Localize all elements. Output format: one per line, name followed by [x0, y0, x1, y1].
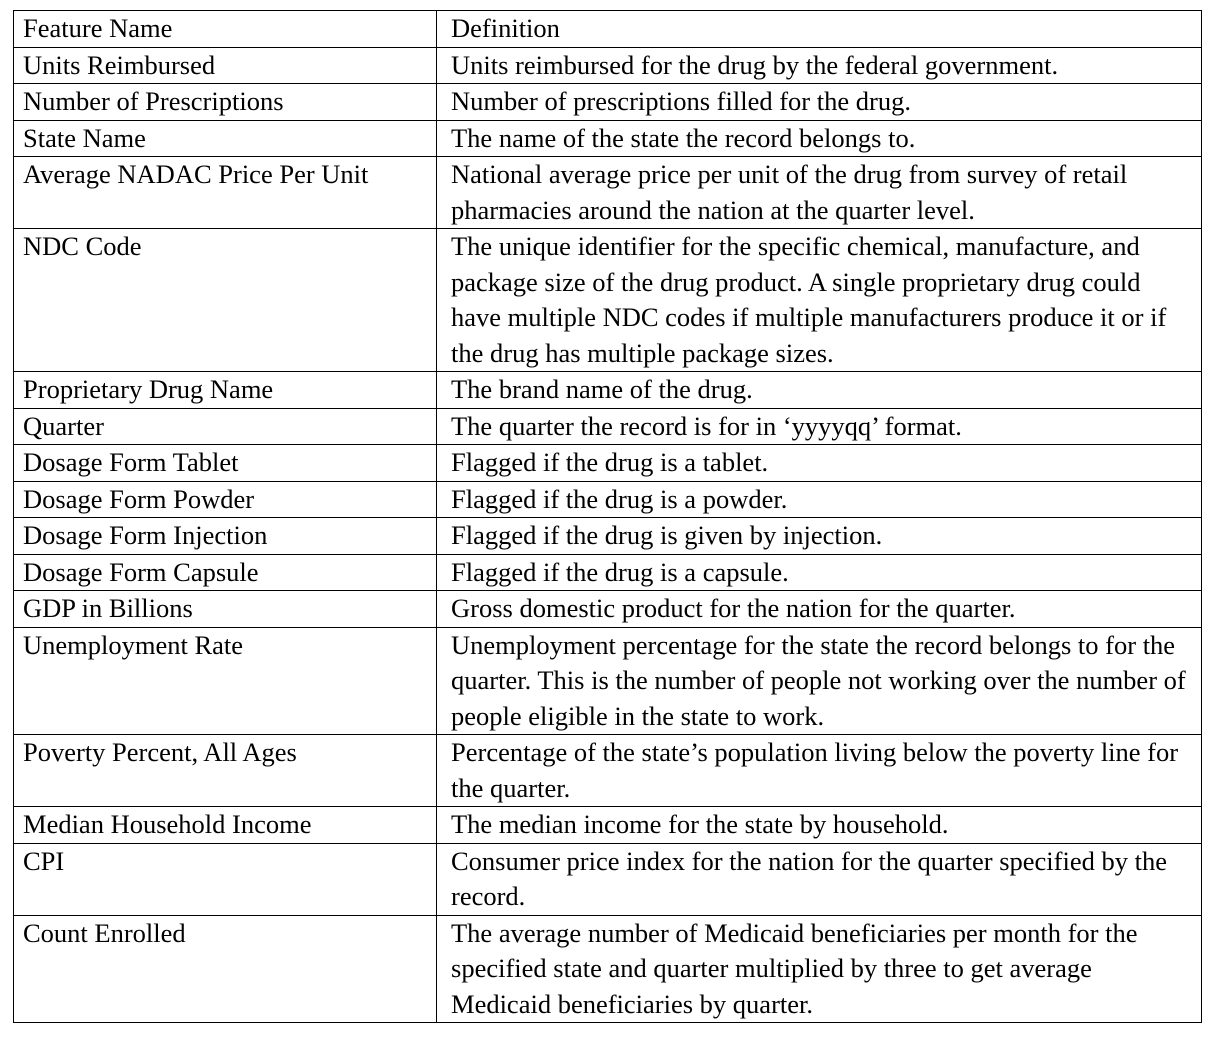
table-row: [14, 518, 1202, 555]
table-row: [14, 229, 1202, 372]
table-row: [14, 157, 1202, 229]
definition-cell: Gross domestic product for the nation for the quarter.: [437, 591, 1202, 628]
feature-name-cell: Average NADAC Price Per Unit: [14, 157, 437, 229]
feature-name-cell: Dosage Form Injection: [14, 518, 437, 555]
definition-cell: Units reimbursed for the drug by the federal government.: [437, 47, 1202, 84]
feature-name-cell: Dosage Form Capsule: [14, 554, 437, 591]
feature-name-cell: Quarter: [14, 408, 437, 445]
table-row: [14, 843, 1202, 915]
table-row: [14, 807, 1202, 844]
table-row: [14, 84, 1202, 121]
table-header-row: [14, 11, 1202, 48]
definition-cell: Unemployment percentage for the state the record belongs to for the quarter. This is the number of people not working over the number of people eligible in the state to work.: [437, 627, 1202, 735]
definition-cell: The name of the state the record belongs to.: [437, 120, 1202, 157]
definition-cell: National average price per unit of the drug from survey of retail pharmacies around the nation at the quarter level.: [437, 157, 1202, 229]
table-row: [14, 120, 1202, 157]
definition-cell: Consumer price index for the nation for the quarter specified by the record.: [437, 843, 1202, 915]
definition-cell: The quarter the record is for in ‘yyyyqq’ format.: [437, 408, 1202, 445]
header-definition: Definition: [437, 11, 1202, 48]
feature-name-cell: GDP in Billions: [14, 591, 437, 628]
feature-definition-table: [13, 10, 1202, 1023]
feature-name-cell: Units Reimbursed: [14, 47, 437, 84]
feature-name-cell: NDC Code: [14, 229, 437, 372]
feature-name-cell: State Name: [14, 120, 437, 157]
header-feature-name: Feature Name: [14, 11, 437, 48]
definition-cell: The median income for the state by household.: [437, 807, 1202, 844]
feature-name-cell: Dosage Form Powder: [14, 481, 437, 518]
feature-name-cell: Count Enrolled: [14, 915, 437, 1023]
definition-cell: Flagged if the drug is a capsule.: [437, 554, 1202, 591]
definition-cell: The unique identifier for the specific chemical, manufacture, and package size of the drug product. A single proprietary drug could have multiple NDC codes if multiple manufacturers produce it or if the drug has multiple package sizes.: [437, 229, 1202, 372]
table-row: [14, 481, 1202, 518]
table-row: [14, 591, 1202, 628]
feature-name-cell: Proprietary Drug Name: [14, 372, 437, 409]
definition-cell: Percentage of the state’s population living below the poverty line for the quarter.: [437, 735, 1202, 807]
feature-name-cell: Poverty Percent, All Ages: [14, 735, 437, 807]
definition-cell: Flagged if the drug is a powder.: [437, 481, 1202, 518]
table-row: [14, 554, 1202, 591]
feature-name-cell: Number of Prescriptions: [14, 84, 437, 121]
table-row: [14, 627, 1202, 735]
table-row: [14, 408, 1202, 445]
definition-cell: Flagged if the drug is a tablet.: [437, 445, 1202, 482]
definition-cell: Number of prescriptions filled for the drug.: [437, 84, 1202, 121]
feature-name-cell: CPI: [14, 843, 437, 915]
feature-name-cell: Dosage Form Tablet: [14, 445, 437, 482]
table-row: [14, 915, 1202, 1023]
definition-cell: Flagged if the drug is given by injection.: [437, 518, 1202, 555]
definition-cell: The average number of Medicaid beneficiaries per month for the specified state and quarter multiplied by three to get average Medicaid beneficiaries by quarter.: [437, 915, 1202, 1023]
table-row: [14, 735, 1202, 807]
feature-name-cell: Unemployment Rate: [14, 627, 437, 735]
table-row: [14, 445, 1202, 482]
table-row: [14, 47, 1202, 84]
table-body: [14, 47, 1202, 1023]
table-row: [14, 372, 1202, 409]
definition-cell: The brand name of the drug.: [437, 372, 1202, 409]
feature-name-cell: Median Household Income: [14, 807, 437, 844]
